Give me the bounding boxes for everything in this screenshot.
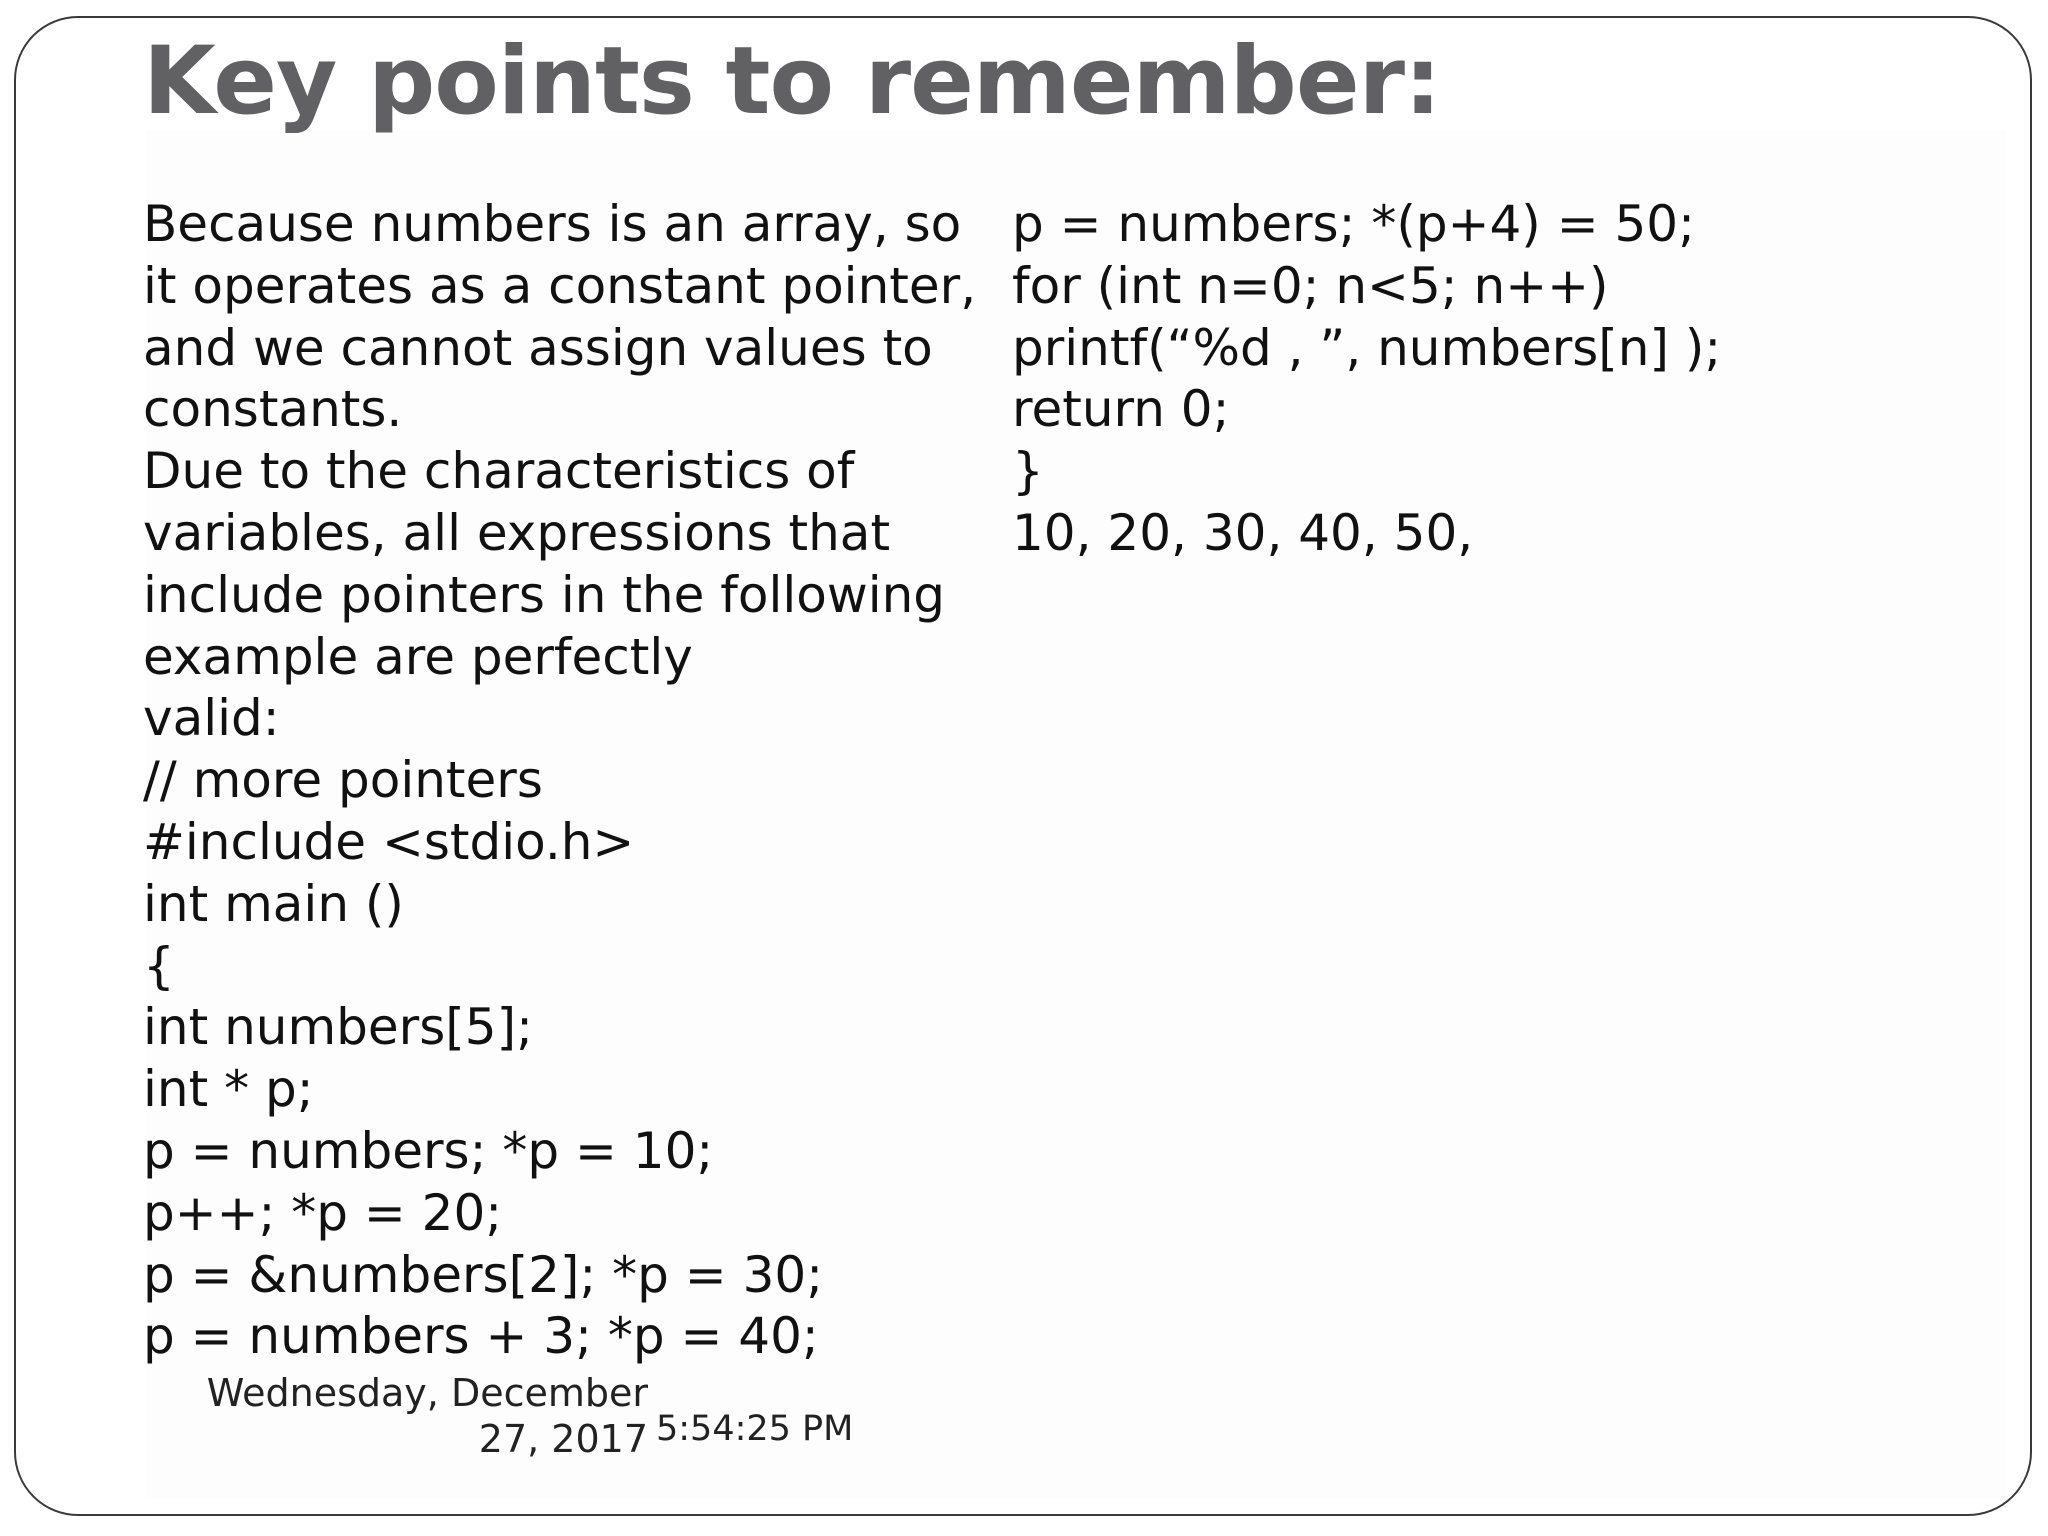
code-line: int * p;: [143, 1060, 314, 1119]
code-line: p = numbers; *(p+4) = 50;: [1012, 195, 1695, 253]
code-line: }: [1012, 442, 1044, 501]
footer-time: 5:54:25 PM: [656, 1409, 854, 1449]
text-line: Because numbers is an array, so: [143, 195, 962, 253]
code-line: #include <stdio.h>: [143, 812, 635, 871]
text-line: example are perfectly: [143, 627, 693, 686]
slide-title: Key points to remember:: [143, 27, 1441, 136]
code-line: // more pointers: [143, 751, 543, 810]
text-line: and we cannot assign values to: [143, 318, 933, 377]
code-line: p = &numbers[2]; *p = 30;: [143, 1245, 824, 1304]
code-line: int main (): [143, 874, 404, 933]
code-line: for (int n=0; n<5; n++): [1012, 256, 1609, 315]
text-line: include pointers in the following: [143, 565, 946, 624]
code-line: p = numbers; *p = 10;: [143, 1121, 714, 1180]
text-line: variables, all expressions that: [143, 503, 891, 562]
text-line: Due to the characteristics of: [143, 442, 855, 501]
code-line: p++; *p = 20;: [143, 1183, 503, 1242]
code-line: printf(“%d , ”, numbers[n] );: [1012, 318, 1722, 377]
text-line: constants.: [143, 380, 403, 439]
footer-date-line: Wednesday, December: [206, 1371, 648, 1415]
text-line: it operates as a constant pointer,: [143, 256, 977, 315]
output-line: 10, 20, 30, 40, 50,: [1012, 503, 1474, 562]
code-line: {: [143, 936, 175, 995]
right-code-column: [1012, 194, 1992, 565]
footer-date: [160, 1370, 648, 1462]
code-line: int numbers[5];: [143, 998, 533, 1057]
code-line: p = numbers + 3; *p = 40;: [143, 1307, 819, 1366]
footer-date-line: 27, 2017: [478, 1417, 648, 1461]
left-text-column: [143, 194, 1023, 1368]
code-line: return 0;: [1012, 380, 1230, 439]
text-line: valid:: [143, 689, 280, 748]
